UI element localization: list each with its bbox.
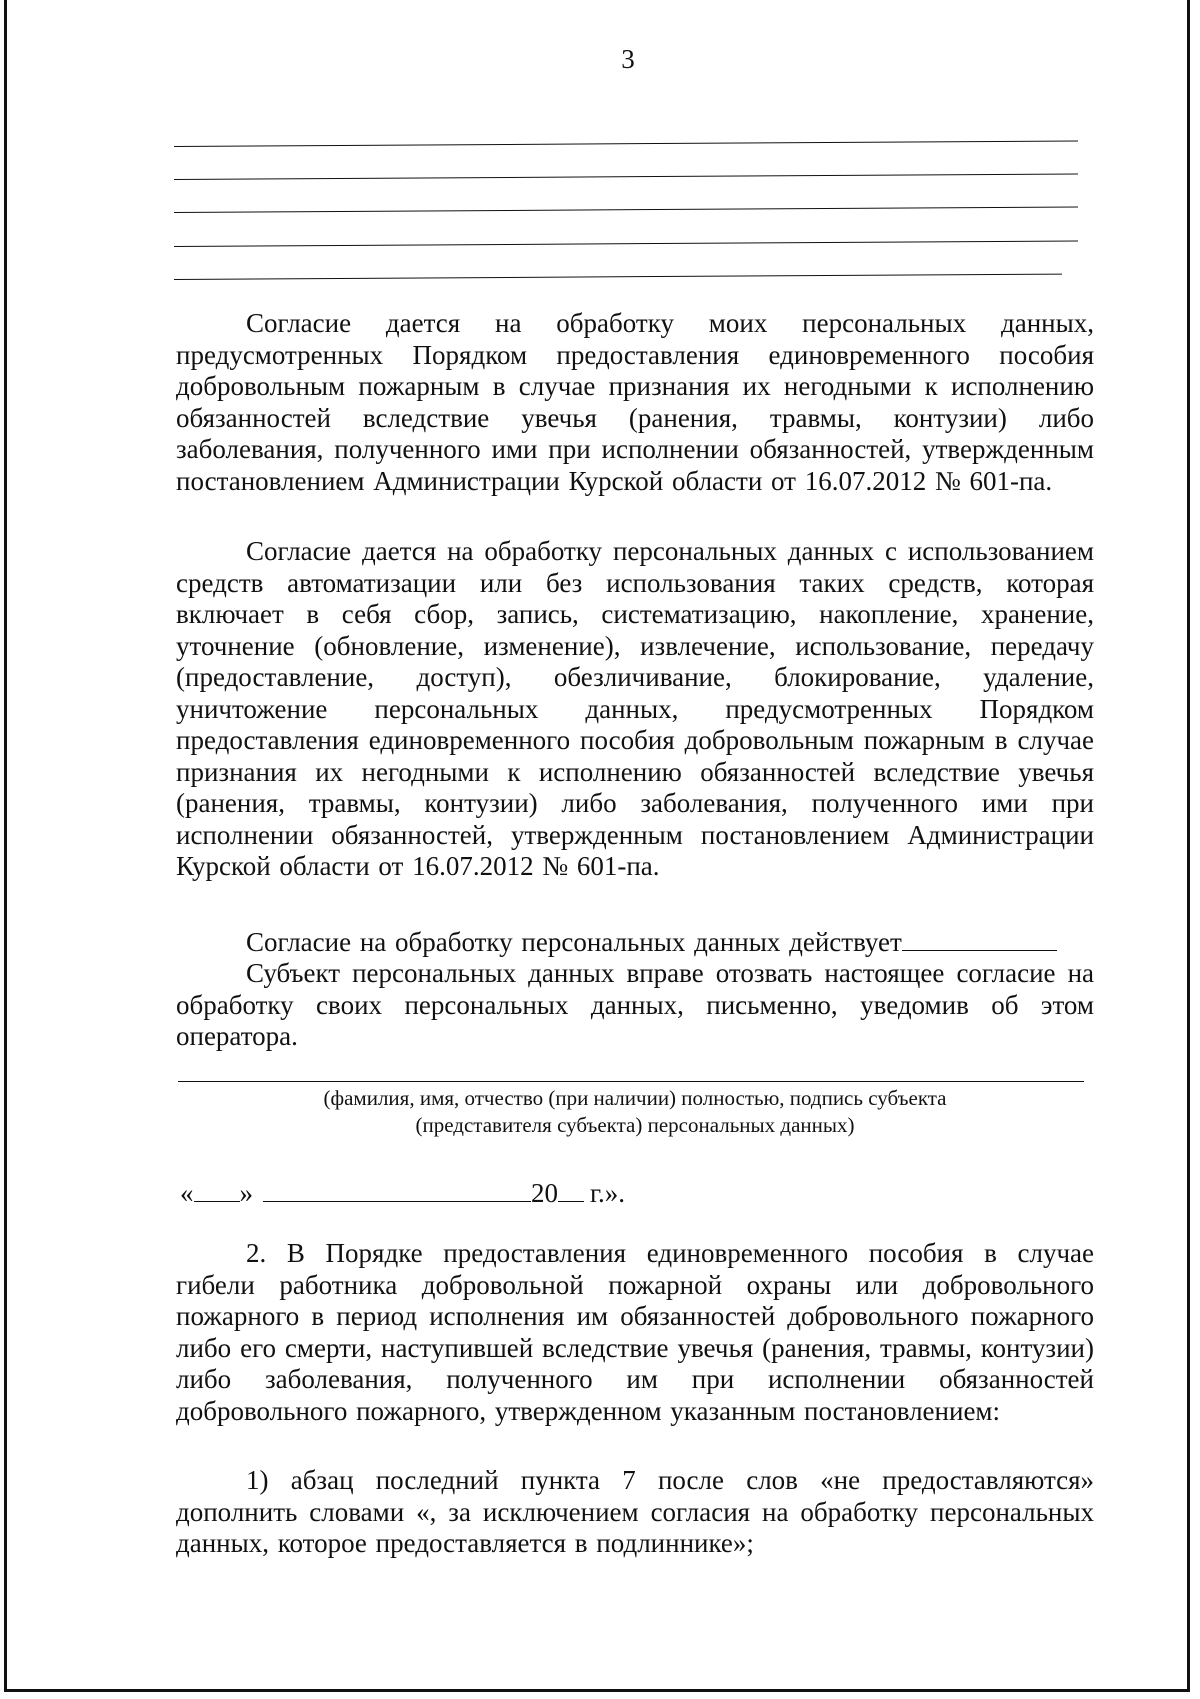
year-blank-field[interactable]	[558, 1179, 584, 1202]
paragraph-amendment-2: 2. В Порядке предоставления единовременного пособия в случае гибели работника добровольной пожарной охраны или добровольного пожарного в период исполнения им обязанностей добровольного пожарного либо его смерти, наступившей вследствие увечья (ранения, травмы, контузии) либо заболевания, полученного им при исполнении обязанностей добровольного пожарного, утвержденном указанным постановлением:	[176, 1238, 1094, 1426]
signature-caption	[176, 1085, 1094, 1139]
month-blank-field[interactable]	[263, 1179, 531, 1202]
paragraph-consent-validity	[176, 927, 1094, 959]
paragraph-consent-revoke: Субъект персональных данных вправе отозвать настоящее согласие на обработку своих персональных данных, письменно, уведомив об этом оператора.	[176, 958, 1094, 1051]
date-open-quote: «	[180, 1178, 194, 1208]
consent-validity-text: Согласие на обработку персональных данных действует	[246, 927, 902, 957]
page-number: 3	[621, 44, 635, 74]
paragraph-consent-scope: Согласие дается на обработку моих персональных данных, предусмотренных Порядком предоставления единовременного пособия добровольным пожарным в случае признания их негодными к исполнению обязанностей вследствие увечья (ранения, травмы, контузии) либо заболевания, полученного ими при исполнении обязанностей, утвержденным постановлением Администрации Курской области от 16.07.2012 № 601-па.	[176, 308, 1094, 496]
date-row	[180, 1178, 625, 1209]
paragraph-consent-actions: Согласие дается на обработку персональных данных с использованием средств автоматизации или без использования таких средств, которая включает в себя сбор, запись, систематизацию, накопление, хранение, уточнение (обновление, изменение), извлечение, использование, передачу (предоставление, доступ), обезличивание, блокирование, удаление, уничтожение персональных данных, предусмотренных Порядком предоставления единовременного пособия добровольным пожарным в случае признания их негодными к исполнению обязанностей вследствие увечья (ранения, травмы, контузии) либо заболевания, полученного ими при исполнении обязанностей, утвержденным постановлением Администрации Курской области от 16.07.2012 № 601-па.	[176, 536, 1094, 881]
validity-blank-field[interactable]	[902, 928, 1057, 951]
date-suffix: г.».	[590, 1178, 626, 1208]
paragraph-amendment-2-1: 1) абзац последний пункта 7 после слов «не предоставляются» дополнить словами «, за исключением согласия на обработку персональных данных, которое предоставляется в подлиннике»;	[176, 1465, 1094, 1558]
date-close-quote: »	[239, 1178, 253, 1208]
signature-caption-line-2: (представителя субъекта) персональных данных)	[415, 1113, 855, 1137]
signature-caption-line-1: (фамилия, имя, отчество (при наличии) полностью, подпись субъекта	[323, 1086, 947, 1110]
day-blank-field[interactable]	[194, 1179, 240, 1202]
signature-line	[178, 1081, 1084, 1082]
date-century: 20	[531, 1178, 558, 1208]
